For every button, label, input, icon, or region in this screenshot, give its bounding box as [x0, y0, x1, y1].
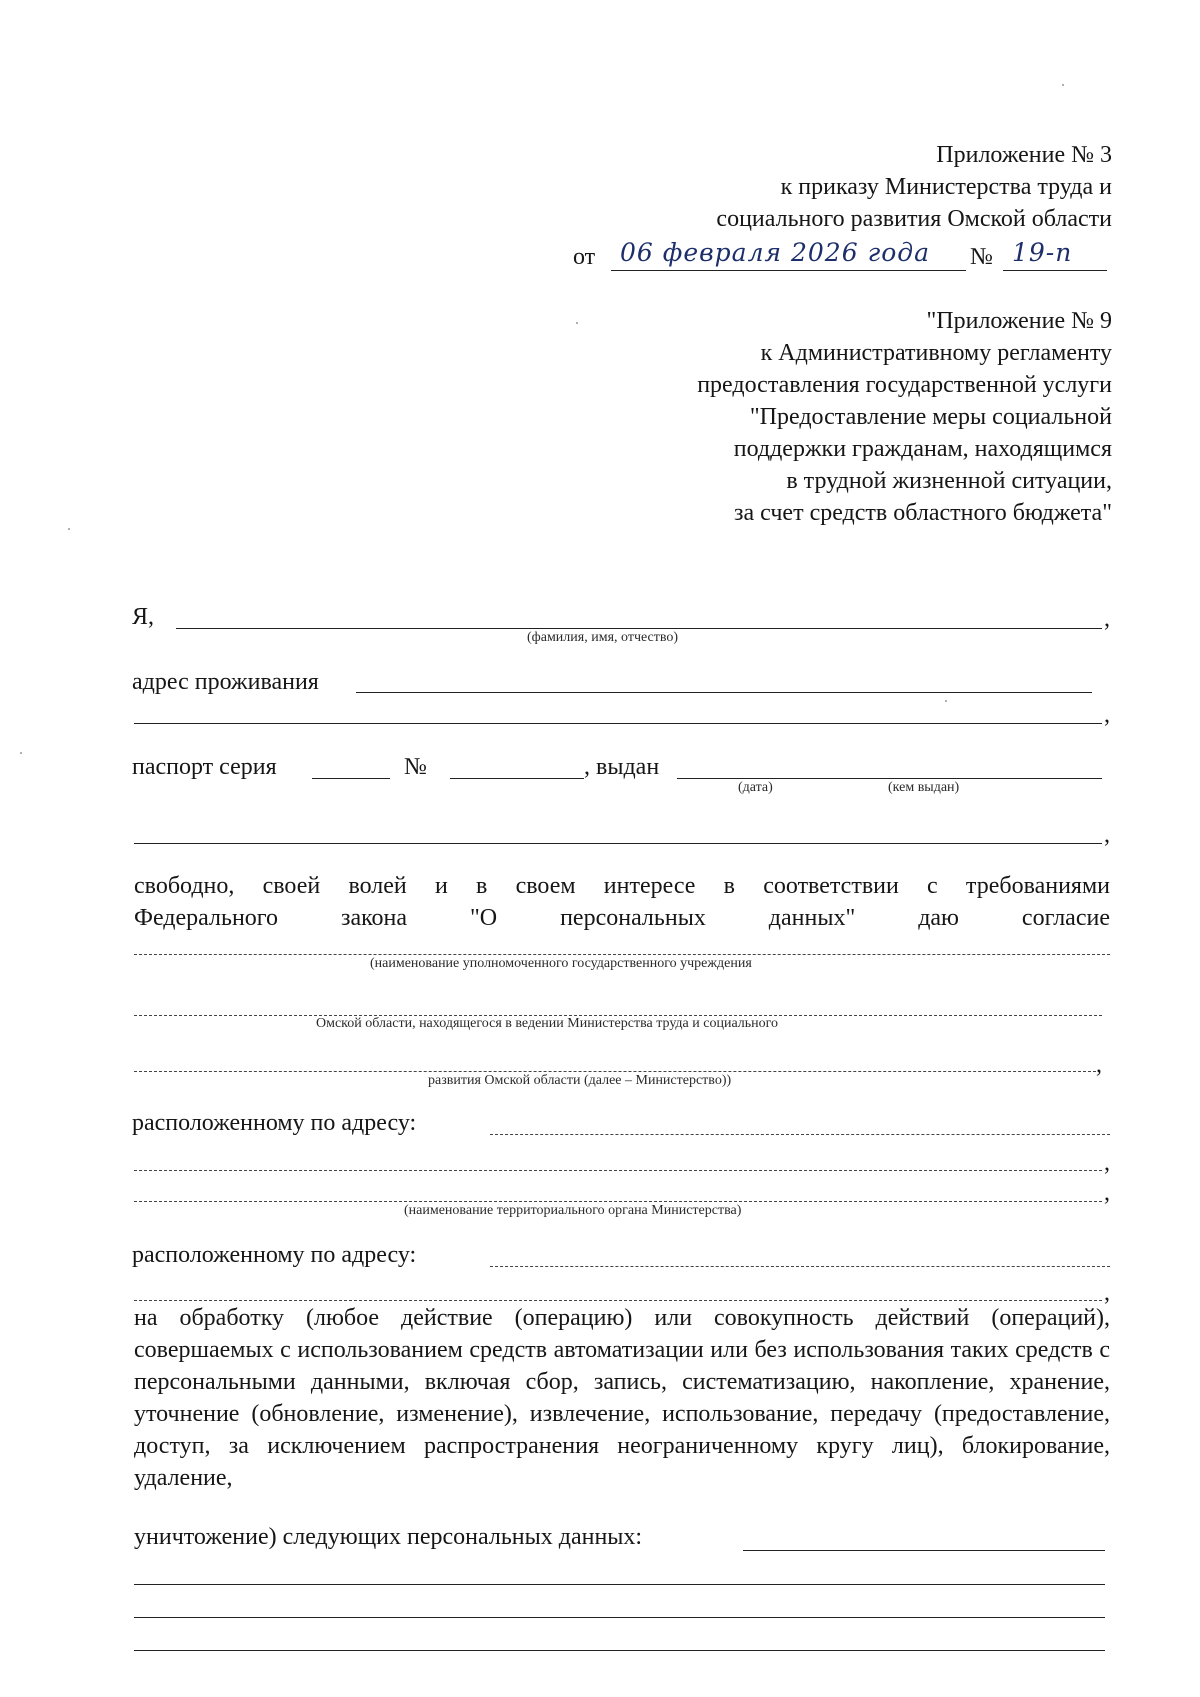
- annex9-line: предоставления государственной услуги: [697, 372, 1112, 398]
- annex3-ministry-line: социального развития Омской области: [716, 206, 1112, 232]
- territorial-body-caption: (наименование территориального органа Министерства): [404, 1203, 742, 1218]
- consent-word: данных": [768, 905, 856, 931]
- annex3-title: Приложение № 3: [936, 142, 1112, 168]
- organization-caption-1: (наименование уполномоченного государственного учреждения: [370, 956, 752, 971]
- consent-word: даю: [918, 905, 959, 931]
- located-at-label: расположенному по адресу:: [132, 1110, 417, 1136]
- consent-line-2: [134, 902, 1110, 934]
- organization-caption-2: Омской области, находящегося в ведении Министерства труда и социального: [316, 1016, 779, 1031]
- territorial-body-field[interactable]: [134, 1201, 1102, 1202]
- personal-data-field-3[interactable]: [134, 1617, 1105, 1618]
- i-label: Я,: [132, 604, 155, 630]
- comma: ,: [1104, 606, 1110, 632]
- fio-field[interactable]: [176, 628, 1102, 629]
- consent-word: "О: [470, 905, 498, 931]
- scan-speck: [1062, 84, 1064, 86]
- organization-name-field[interactable]: [134, 954, 1110, 955]
- organization-name-field-3[interactable]: [134, 1071, 1096, 1072]
- date-caption: (дата): [738, 780, 773, 795]
- scan-speck: [945, 700, 947, 702]
- passport-number-label: №: [404, 754, 427, 780]
- scan-speck: [20, 752, 22, 754]
- comma: ,: [1096, 1052, 1102, 1078]
- consent-word: персональных: [560, 905, 706, 931]
- passport-issued-field-continued[interactable]: [134, 843, 1102, 844]
- personal-data-field[interactable]: [743, 1550, 1105, 1551]
- scan-speck: [576, 322, 578, 324]
- issued-by-caption: (кем выдан): [888, 780, 960, 795]
- passport-issued-field[interactable]: [677, 778, 1102, 779]
- address-label: адрес проживания: [132, 669, 319, 695]
- address-field[interactable]: [356, 692, 1092, 693]
- comma: ,: [1104, 822, 1110, 848]
- comma: ,: [1104, 1180, 1110, 1206]
- annex9-line: поддержки гражданам, находящимся: [733, 436, 1112, 462]
- processing-last-line: уничтожение) следующих персональных данных:: [134, 1524, 643, 1550]
- number-label: №: [970, 244, 993, 270]
- comma: ,: [1104, 1150, 1110, 1176]
- territorial-address-field[interactable]: [490, 1266, 1110, 1267]
- annex9-line: за счет средств областного бюджета": [734, 500, 1112, 526]
- order-number-handwritten: 19-п: [1012, 238, 1073, 267]
- organization-address-field-2[interactable]: [134, 1170, 1102, 1171]
- from-label: от: [573, 244, 596, 270]
- annex9-line: "Предоставление меры социальной: [749, 404, 1112, 430]
- order-date-line: [611, 270, 966, 271]
- annex3-order-line: к приказу Министерства труда и: [780, 174, 1112, 200]
- passport-number-field[interactable]: [450, 778, 584, 779]
- located-at-label: расположенному по адресу:: [132, 1242, 417, 1268]
- comma: ,: [1104, 1280, 1110, 1306]
- order-number-line: [1003, 270, 1107, 271]
- issued-label: , выдан: [584, 754, 660, 780]
- annex9-title: "Приложение № 9: [926, 308, 1112, 334]
- annex9-line: в трудной жизненной ситуации,: [786, 468, 1112, 494]
- consent-line-1: свободно, своей волей и в своем интересе в соответствии с требованиями: [134, 873, 1110, 899]
- fio-caption: (фамилия, имя, отчество): [527, 630, 679, 645]
- personal-data-field-4[interactable]: [134, 1650, 1105, 1651]
- passport-series-label: паспорт серия: [132, 754, 277, 780]
- scan-speck: [68, 528, 70, 530]
- territorial-address-field-2[interactable]: [134, 1300, 1102, 1301]
- organization-caption-3: развития Омской области (далее – Министерство)): [428, 1073, 732, 1088]
- consent-word: Федерального: [134, 905, 279, 931]
- order-date-handwritten: 06 февраля 2026 года: [620, 238, 931, 267]
- passport-series-field[interactable]: [312, 778, 390, 779]
- annex9-line: к Административному регламенту: [760, 340, 1112, 366]
- processing-paragraph: на обработку (любое действие (операцию) или совокупность действий (операций), совершаемых с использованием средств автоматизации или без использования таких средств с персональными данными, включая сбор, запись, систематизацию, накопление, хранение, уточнение (обновление, изменение), извлечение, использование, передачу (предоставление, доступ, за исключением распространения неограниченному кругу лиц), блокирование, удаление,: [134, 1305, 1110, 1491]
- comma: ,: [1104, 702, 1110, 728]
- consent-word: согласие: [1021, 905, 1110, 931]
- organization-address-field[interactable]: [490, 1134, 1110, 1135]
- address-field-continued[interactable]: [134, 723, 1102, 724]
- personal-data-field-2[interactable]: [134, 1584, 1105, 1585]
- consent-word: закона: [340, 905, 408, 931]
